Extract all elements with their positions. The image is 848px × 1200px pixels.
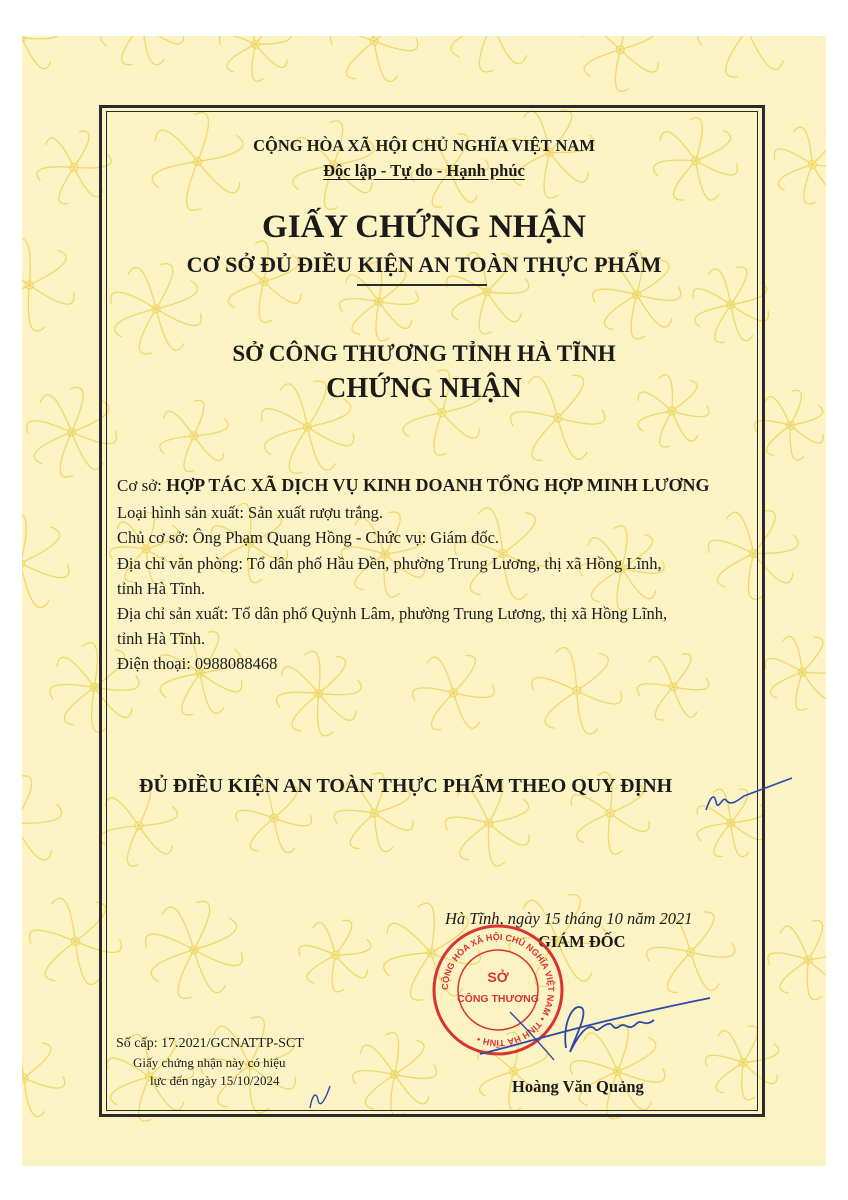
certificate-subtitle: CƠ SỞ ĐỦ ĐIỀU KIỆN AN TOÀN THỰC PHẨM [186, 252, 662, 277]
subtitle-divider [357, 284, 487, 286]
flower-petal [330, 36, 374, 45]
flower-petal [726, 36, 748, 77]
flower-petal [492, 36, 527, 64]
flower-petal [22, 563, 69, 577]
flower-petal [22, 1078, 24, 1113]
flower-petal [24, 1076, 65, 1088]
flower-motif [219, 36, 291, 81]
director-signature [470, 982, 720, 1072]
flower-petal [227, 44, 255, 72]
flower-petal [22, 823, 52, 860]
flower-petal [22, 804, 62, 823]
validity-line1: Giấy chứng nhận này có hiệu [133, 1055, 286, 1070]
production-address-line2: tỉnh Hà Tĩnh. [117, 629, 206, 648]
signer-name: Hoàng Văn Quảng [512, 1077, 644, 1096]
flower-petal [22, 514, 26, 563]
flower-motif [22, 36, 60, 75]
flower-petal [24, 1043, 51, 1078]
flower-petal [771, 672, 803, 698]
facility-name: HỢP TÁC XÃ DỊCH VỤ KINH DOANH TỔNG HỢP MINH LƯƠNG [166, 475, 710, 495]
flower-petal [584, 50, 620, 77]
signer-position: GIÁM ĐỐC [538, 932, 626, 951]
facility-label: Cơ sở: [117, 476, 167, 495]
flower-petal [27, 421, 72, 434]
flower-petal [28, 285, 45, 331]
flower-petal [24, 1078, 45, 1117]
flower-motif [22, 514, 69, 609]
flower-petal [75, 941, 99, 984]
certificate-title: GIẤY CHỨNG NHẬN [262, 209, 586, 245]
flower-motif [768, 921, 826, 1000]
flower-petal [29, 930, 75, 943]
flower-petal [780, 926, 808, 960]
flower-motif [698, 36, 797, 77]
flower-petal [57, 657, 95, 687]
flower-petal [346, 41, 374, 79]
flower-motif [22, 776, 62, 871]
flower-petal [374, 41, 398, 81]
flower-motif [101, 36, 184, 65]
flower-petal [802, 637, 823, 672]
flower-petal [142, 36, 183, 44]
flower-petal [767, 425, 791, 455]
facility-owner: Chủ cơ sở: Ông Phạm Quang Hồng - Chức vụ: Giám đốc. [117, 528, 500, 547]
flower-motif [330, 36, 417, 82]
flower-petal [22, 36, 60, 39]
flower-motif [765, 636, 826, 710]
flower-petal [22, 38, 51, 69]
flower-petal [252, 44, 264, 81]
flower-petal [29, 285, 74, 304]
flower-petal [479, 36, 493, 72]
office-address-line2: tỉnh Hà Tĩnh. [117, 579, 206, 598]
facility-line [117, 475, 710, 496]
national-motto: Độc lập - Tự do - Hạnh phúc [323, 161, 525, 180]
flower-petal [34, 432, 71, 464]
flower-petal [22, 1039, 24, 1078]
place-date: Hà Tĩnh, ngày 15 tháng 10 năm 2021 [445, 909, 693, 928]
flower-petal [374, 38, 418, 51]
flower-petal [219, 36, 255, 45]
flower-center [22, 559, 25, 567]
phone-number: Điện thoại: 0988088468 [117, 654, 278, 673]
flower-petal [64, 687, 94, 725]
production-address-line1: Địa chỉ sản xuất: Tổ dân phố Quỳnh Lâm, phường Trung Lương, thị xã Hồng Lĩnh, [117, 604, 668, 623]
flower-petal [101, 36, 142, 46]
flower-petal [790, 425, 823, 443]
initial-mark [700, 772, 800, 820]
small-initial-mark [304, 1080, 334, 1114]
national-title: CỘNG HÒA XÃ HỘI CHỦ NGHĨA VIỆT NAM [253, 136, 595, 155]
flower-petal [45, 941, 75, 980]
flower-petal [620, 50, 658, 72]
certificate-number: Số cấp: 17.2021/GCNATTP-SCT [116, 1036, 304, 1051]
flower-petal [765, 658, 802, 672]
flower-petal [808, 921, 822, 960]
certification-heading: CHỨNG NHẬN [326, 373, 522, 404]
flower-motif [22, 1039, 65, 1116]
issuing-agency: SỞ CÔNG THƯƠNG TỈNH HÀ TĨNH [232, 341, 616, 366]
flower-petal [60, 432, 73, 477]
stamp-line1: SỞ [487, 969, 509, 985]
flower-petal [780, 960, 808, 993]
stamp-ring-text: CỘNG HÒA XÃ HỘI CHỦ NGHĨA VIỆT NAM • TỈNH HÀ TĨNH • [439, 931, 557, 1049]
production-type: Loại hình sản xuất: Sản xuất rượu trắng. [117, 503, 384, 522]
flower-petal [122, 36, 143, 65]
flower-petal [582, 36, 620, 50]
flower-petal [747, 36, 783, 69]
flower-petal [142, 36, 164, 65]
flower-petal [256, 36, 273, 44]
flower-petal [451, 36, 492, 57]
flower-petal [22, 776, 32, 823]
flower-petal [620, 36, 656, 50]
conclusion-statement: ĐỦ ĐIỀU KIỆN AN TOÀN THỰC PHẨM THEO QUY ĐỊNH [139, 775, 673, 797]
stamp-line2: CÔNG THƯƠNG [457, 993, 539, 1005]
office-address-line1: Địa chỉ văn phòng: Tổ dân phố Hầu Đền, phường Trung Lương, thị xã Hồng Lĩnh, [117, 554, 662, 573]
flower-petal [802, 672, 826, 699]
flower-petal [22, 527, 59, 563]
flower-petal [256, 44, 288, 67]
validity-line2: lực đến ngày 15/10/2024 [150, 1073, 280, 1088]
flower-petal [51, 898, 75, 941]
flower-motif [582, 36, 658, 91]
flower-motif [443, 36, 542, 72]
